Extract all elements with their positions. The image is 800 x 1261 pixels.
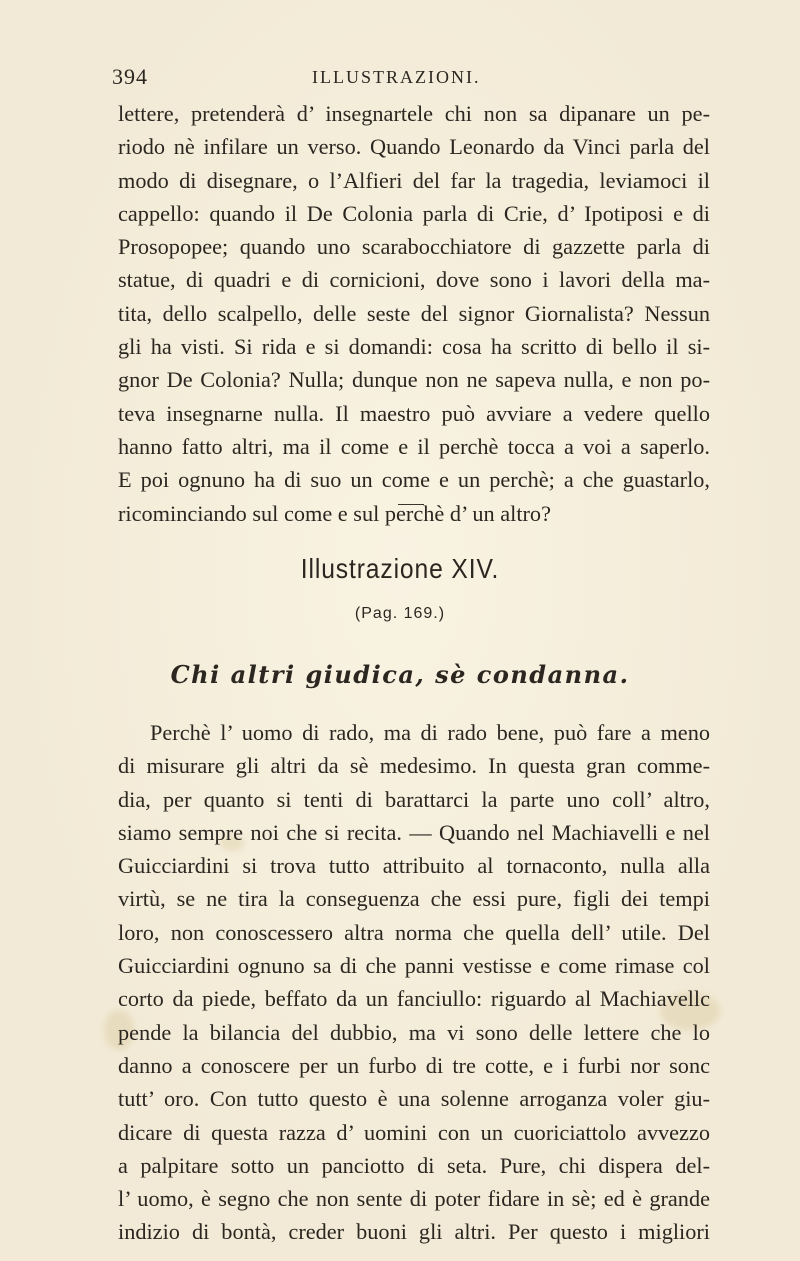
text-line: dia, per quanto si tenti di barattarci la parte uno coll’ altro, (118, 786, 710, 812)
text-line: Guicciardini ognuno sa di che panni vestisse e come rimase col (118, 953, 710, 979)
text-line: tutt’ oro. Con tutto questo è una solenne arroganza voler giu- (118, 1086, 710, 1112)
text-line: tita, dello scalpello, delle seste del signor Giornalista? Nessun (118, 300, 710, 326)
text-line: E poi ognuno ha di suo un come e un perchè; a che guastarlo, (118, 467, 710, 493)
body-paragraph (118, 716, 710, 1249)
text-line: teva insegnarne nulla. Il maestro può avviare a vedere quello (118, 400, 710, 426)
text-line: ricominciando sul come e sul perchè d’ un altro? (118, 500, 551, 526)
text-line: danno a conoscere per un furbo di tre cotte, e i furbi nor sonc (118, 1052, 710, 1078)
section-motto: Chi altri giudica, sè condanna. (170, 660, 630, 689)
text-line: gnor De Colonia? Nulla; dunque non ne sapeva nulla, e non po- (118, 367, 710, 393)
text-line: riodo nè infilare un verso. Quando Leonardo da Vinci parla del (118, 134, 710, 160)
text-line: statue, di quadri e di cornicioni, dove sono i lavori della ma- (118, 267, 710, 293)
text-line: modo di disegnare, o l’Alfieri del far la tragedia, leviamoci il (118, 167, 710, 193)
text-line: Perchè l’ uomo di rado, ma di rado bene, può fare a meno (150, 720, 710, 745)
text-line: hanno fatto altri, ma il come e il perchè tocca a voi a saperlo. (118, 433, 710, 459)
text-line: indizio di bontà, creder buoni gli altri. Per questo i migliori (118, 1219, 710, 1245)
continuation-paragraph (118, 97, 710, 530)
running-head (112, 64, 708, 94)
text-line: corto da piede, beffato da un fanciullo: riguardo al Machiavellc (118, 986, 710, 1012)
text-line: l’ uomo, è segno che non sente di poter fidare in sè; ed è grande (118, 1186, 710, 1212)
text-line: pende la bilancia del dubbio, ma vi sono delle lettere che lo (118, 1019, 710, 1045)
page-reference: (Pag. 169.) (354, 605, 446, 622)
text-line: cappello: quando il De Colonia parla di Crie, d’ Ipotiposi e di (118, 200, 710, 226)
section-divider (398, 504, 424, 505)
text-line: lettere, pretenderà d’ insegnartele chi non sa dipanare un pe- (118, 101, 710, 126)
text-line: virtù, se ne tira la conseguenza che essi pure, figli dei tempi (118, 886, 710, 912)
text-line: gli ha visti. Si rida e si domandi: cosa ha scritto di bello il si- (118, 334, 710, 360)
page-number: 394 (112, 64, 148, 89)
text-line: loro, non conoscessero altra norma che quella dell’ utile. Del (118, 919, 710, 945)
text-line: a palpitare sotto un panciotto di seta. Pure, chi dispera del- (118, 1152, 710, 1178)
text-line: dicare di questa razza d’ uomini con un cuoriciattolo avvezzo (118, 1119, 710, 1145)
text-line: siamo sempre noi che si recita. — Quando nel Machiavelli e nel (118, 819, 710, 845)
running-title: ILLUSTRAZIONI. (312, 67, 481, 87)
text-line: Guicciardini si trova tutto attribuito al tornaconto, nulla alla (118, 853, 710, 879)
text-line: di misurare gli altri da sè medesimo. In questa gran comme- (118, 753, 710, 779)
text-line: Prosopopee; quando uno scarabocchiatore di gazzette parla di (118, 234, 710, 260)
illustration-title: Illustrazione XIV. (300, 553, 500, 584)
